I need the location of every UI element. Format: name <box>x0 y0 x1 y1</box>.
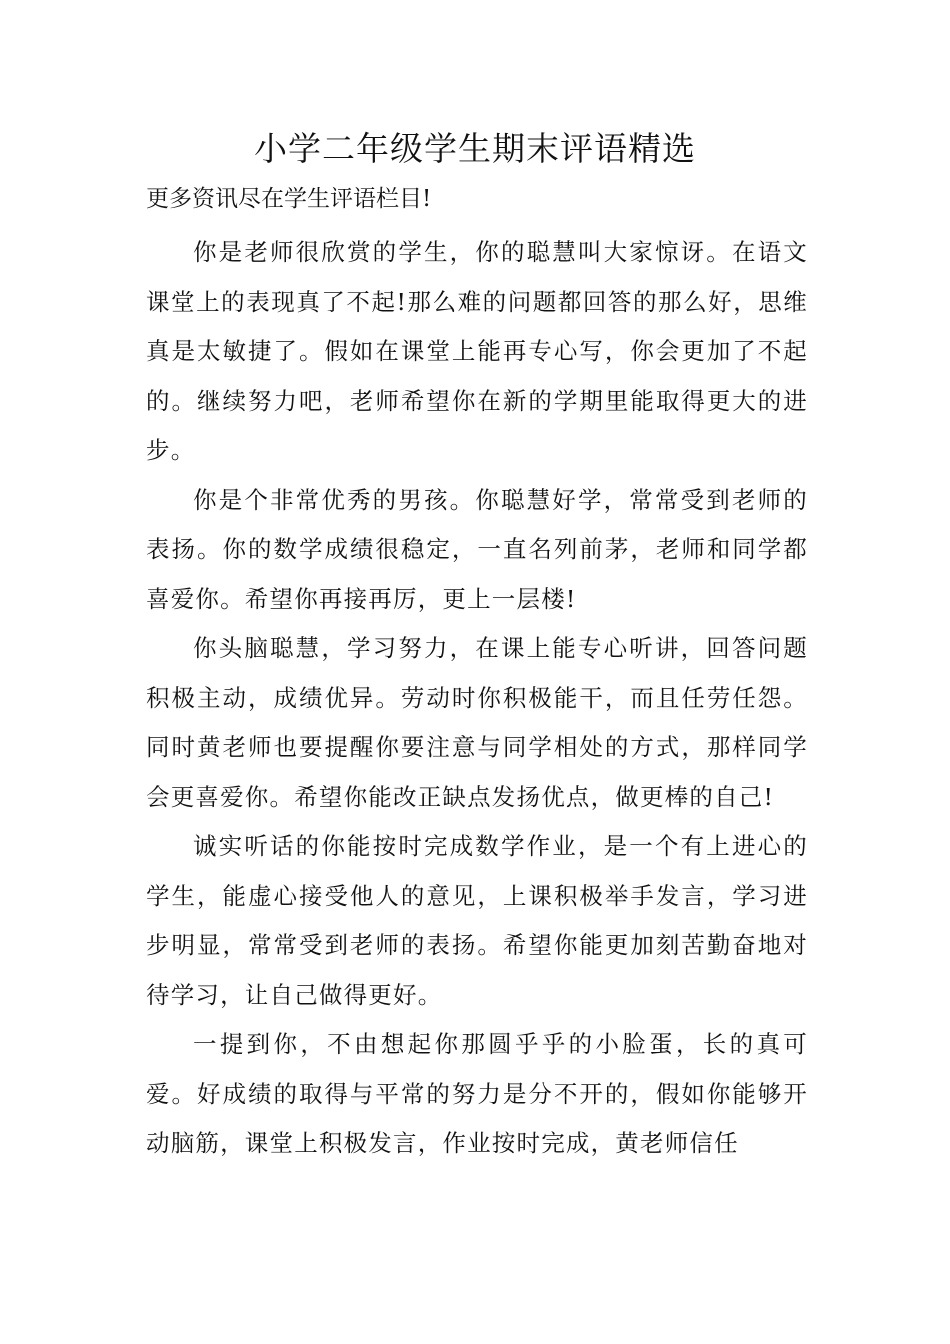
document-body <box>146 228 808 1169</box>
comment-paragraph: 一提到你，不由想起你那圆乎乎的小脸蛋，长的真可爱。好成绩的取得与平常的努力是分不开的，假如你能够开动脑筋，课堂上积极发言，作业按时完成，黄老师信任 <box>146 1030 808 1157</box>
comment-paragraph: 你是老师很欣赏的学生，你的聪慧叫大家惊讶。在语文课堂上的表现真了不起!那么难的问题都回答的那么好，思维真是太敏捷了。假如在课堂上能再专心写，你会更加了不起的。继续努力吧，老师希望你在新的学期里能取得更大的进步。 <box>146 238 808 464</box>
document-title: 小学二年级学生期末评语精选 <box>254 129 696 168</box>
comment-paragraph: 诚实听话的你能按时完成数学作业，是一个有上进心的学生，能虚心接受他人的意见，上课积极举手发言，学习进步明显，常常受到老师的表扬。希望你能更加刻苦勤奋地对待学习，让自己做得更好。 <box>146 832 808 1009</box>
comment-paragraph: 你是个非常优秀的男孩。你聪慧好学，常常受到老师的表扬。你的数学成绩很稳定，一直名列前茅，老师和同学都喜爱你。希望你再接再厉，更上一层楼! <box>146 485 808 613</box>
comment-paragraph: 你头脑聪慧，学习努力，在课上能专心听讲，回答问题积极主动，成绩优异。劳动时你积极能干，而且任劳任怨。同时黄老师也要提醒你要注意与同学相处的方式，那样同学会更喜爱你。希望你能改正缺点发扬优点，做更棒的自己! <box>146 634 808 811</box>
document-subtitle: 更多资讯尽在学生评语栏目! <box>146 186 432 212</box>
